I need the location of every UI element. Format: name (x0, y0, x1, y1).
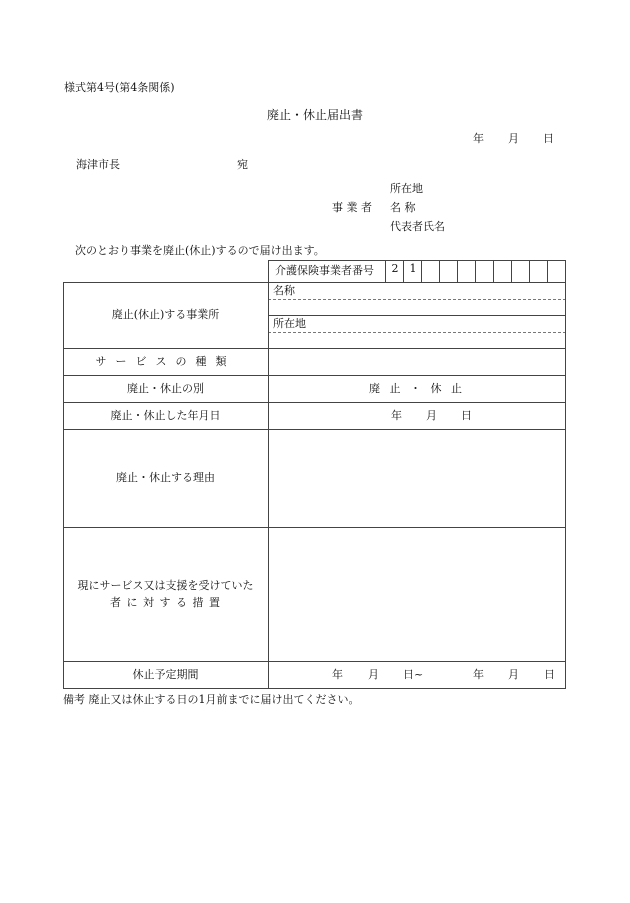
addressee-suffix: 宛 (237, 158, 248, 171)
measures-label-line1: 現にサービス又は支援を受けていた (77, 578, 254, 592)
office-name-label: 名称 (273, 284, 295, 297)
intro-text: 次のとおり事業を廃止(休止)するので届け出ます。 (75, 244, 325, 257)
period-from-day: 日~ (403, 668, 424, 681)
form-number: 様式第4号(第4条関係) (64, 81, 175, 94)
stop-date-year: 年 (391, 409, 402, 422)
applicant-name-label: 名 称 (390, 201, 416, 214)
service-type-field[interactable] (269, 349, 565, 374)
note-text: 備考 廃止又は休止する日の1月前までに届け出てください。 (63, 693, 360, 706)
insurer-digit[interactable]: 1 (409, 262, 417, 275)
type-options[interactable]: 廃 止 ・ 休 止 (369, 381, 465, 395)
insurer-number-label: 介護保険事業者番号 (275, 264, 374, 277)
office-label: 廃止(休止)する事業所 (111, 308, 220, 322)
period-to-day: 日 (544, 668, 555, 681)
office-name-field[interactable] (269, 300, 565, 314)
addressee-name: 海津市長 (76, 158, 120, 171)
period-from-month: 月 (368, 668, 379, 681)
applicant-rep-label: 代表者氏名 (390, 220, 445, 233)
period-to-year: 年 (473, 668, 484, 681)
applicant-label: 事 業 者 (332, 201, 372, 214)
applicant-address-label: 所在地 (390, 182, 423, 195)
stop-date-month: 月 (426, 409, 437, 422)
type-label: 廃止・休止の別 (127, 381, 204, 395)
service-type-label: サービスの種類 (95, 354, 236, 368)
measures-field[interactable] (269, 528, 565, 660)
page-title: 廃止・休止届出書 (267, 108, 364, 122)
measures-label (63, 527, 268, 661)
period-from-year: 年 (332, 668, 343, 681)
stop-date-day: 日 (461, 409, 472, 422)
period-to-month: 月 (508, 668, 519, 681)
date-month: 月 (508, 132, 519, 145)
office-address-label: 所在地 (273, 317, 306, 330)
measures-label-line2: 者 に 対 す る 措 置 (110, 596, 221, 609)
date-year: 年 (473, 132, 484, 145)
office-address-field[interactable] (269, 333, 565, 347)
date-day: 日 (543, 132, 554, 145)
reason-field[interactable] (269, 430, 565, 526)
reason-label: 廃止・休止する理由 (116, 471, 215, 485)
insurer-digit[interactable]: 2 (391, 262, 399, 275)
period-label: 休止予定期間 (132, 667, 199, 681)
date-label: 廃止・休止した年月日 (110, 408, 221, 422)
